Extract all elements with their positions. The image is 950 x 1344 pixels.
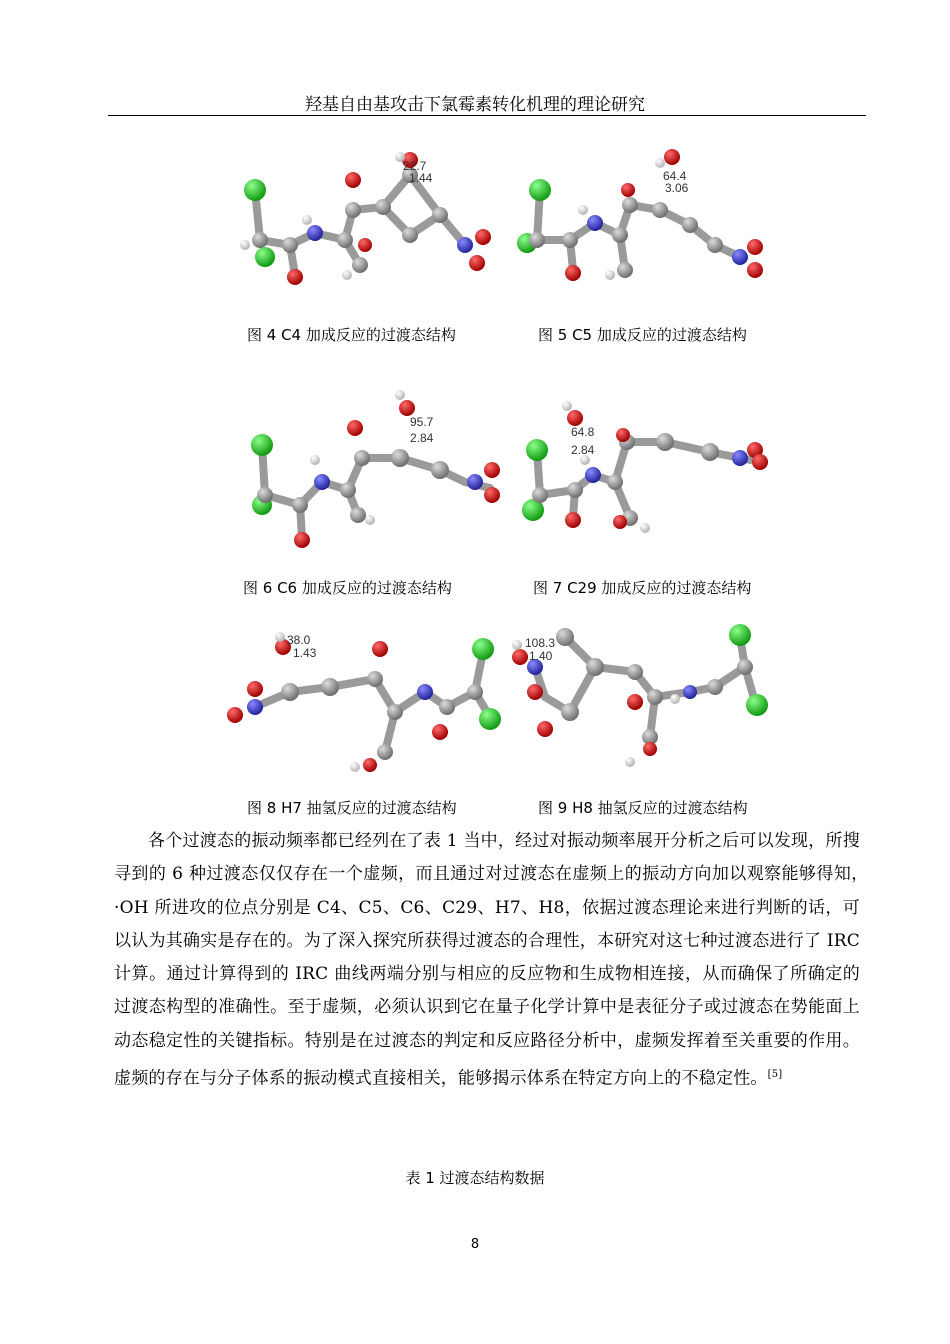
figure-7-molecule (515, 390, 780, 560)
figure-9-molecule (505, 617, 775, 782)
paragraph-text: 各个过渡态的振动频率都已经列在了表 1 当中，经过对振动频率展开分析之后可以发现，所搜寻到的 6 种过渡态仅仅存在一个虚频，而且通过对过渡态在虚频上的振动方向加以观察能够得知，·OH 所进攻的位点分别是 C4、C5、C6、C29、H7、H8，依据过渡态理论来进行判断的话，可以认为其确实是存在的。为了深入探究所获得过渡态的合理性，本研究对这七种过渡态进行了 IRC 计算。通过计算得到的 IRC 曲线两端分别与相应的反应物和生成物相连接，从而确保了所确定的过渡态构型的准确性。至于虚频，必须认识到它在量子化学计算中是表征分子或过渡态在势能面上动态稳定性的关键指标。特别是在过渡态的判定和反应路径分析中，虚频发挥着至关重要的作用。虚频的存在与分子体系的振动模式直接相关，能够揭示体系在特定方向上的不稳定性。 (114, 831, 860, 1089)
fig7-label-angle: 64.8 (571, 425, 595, 439)
citation-ref[interactable]: [5] (767, 1069, 783, 1081)
table-1-title: 表 1 过渡态结构数据 (405, 1169, 545, 1187)
fig5-label-angle: 64.4 (663, 169, 687, 183)
fig4-label-angle: 22.7 (403, 159, 427, 173)
body-paragraph (114, 825, 860, 1096)
fig9-label-angle: 108.3 (525, 636, 556, 650)
header-rule (108, 115, 866, 116)
fig7-label-distance: 2.84 (571, 443, 595, 457)
fig8-label-distance: 1.43 (293, 646, 317, 660)
fig5-label-distance: 3.06 (665, 181, 689, 195)
figure-5-caption: 图 5 C5 加成反应的过渡态结构 (538, 326, 747, 344)
figure-7-caption: 图 7 C29 加成反应的过渡态结构 (533, 579, 752, 597)
fig8-label-angle: 38.0 (287, 633, 311, 647)
figure-4-molecule (235, 145, 500, 305)
figure-4-caption: 图 4 C4 加成反应的过渡态结构 (247, 326, 456, 344)
fig9-label-distance: 1.40 (529, 649, 553, 663)
page-number: 8 (470, 1237, 480, 1252)
running-header: 羟基自由基攻击下氯霉素转化机理的理论研究 (305, 95, 645, 115)
figure-9-caption: 图 9 H8 抽氢反应的过渡态结构 (538, 799, 748, 817)
figure-8-molecule (225, 617, 510, 782)
figure-5-molecule (515, 145, 780, 305)
figure-8-caption: 图 8 H7 抽氢反应的过渡态结构 (247, 799, 457, 817)
fig6-label-distance: 2.84 (410, 431, 434, 445)
figure-6-caption: 图 6 C6 加成反应的过渡态结构 (243, 579, 452, 597)
fig4-label-distance: 1.44 (409, 171, 433, 185)
figure-6-molecule (240, 390, 510, 560)
fig6-label-angle: 95.7 (410, 415, 434, 429)
